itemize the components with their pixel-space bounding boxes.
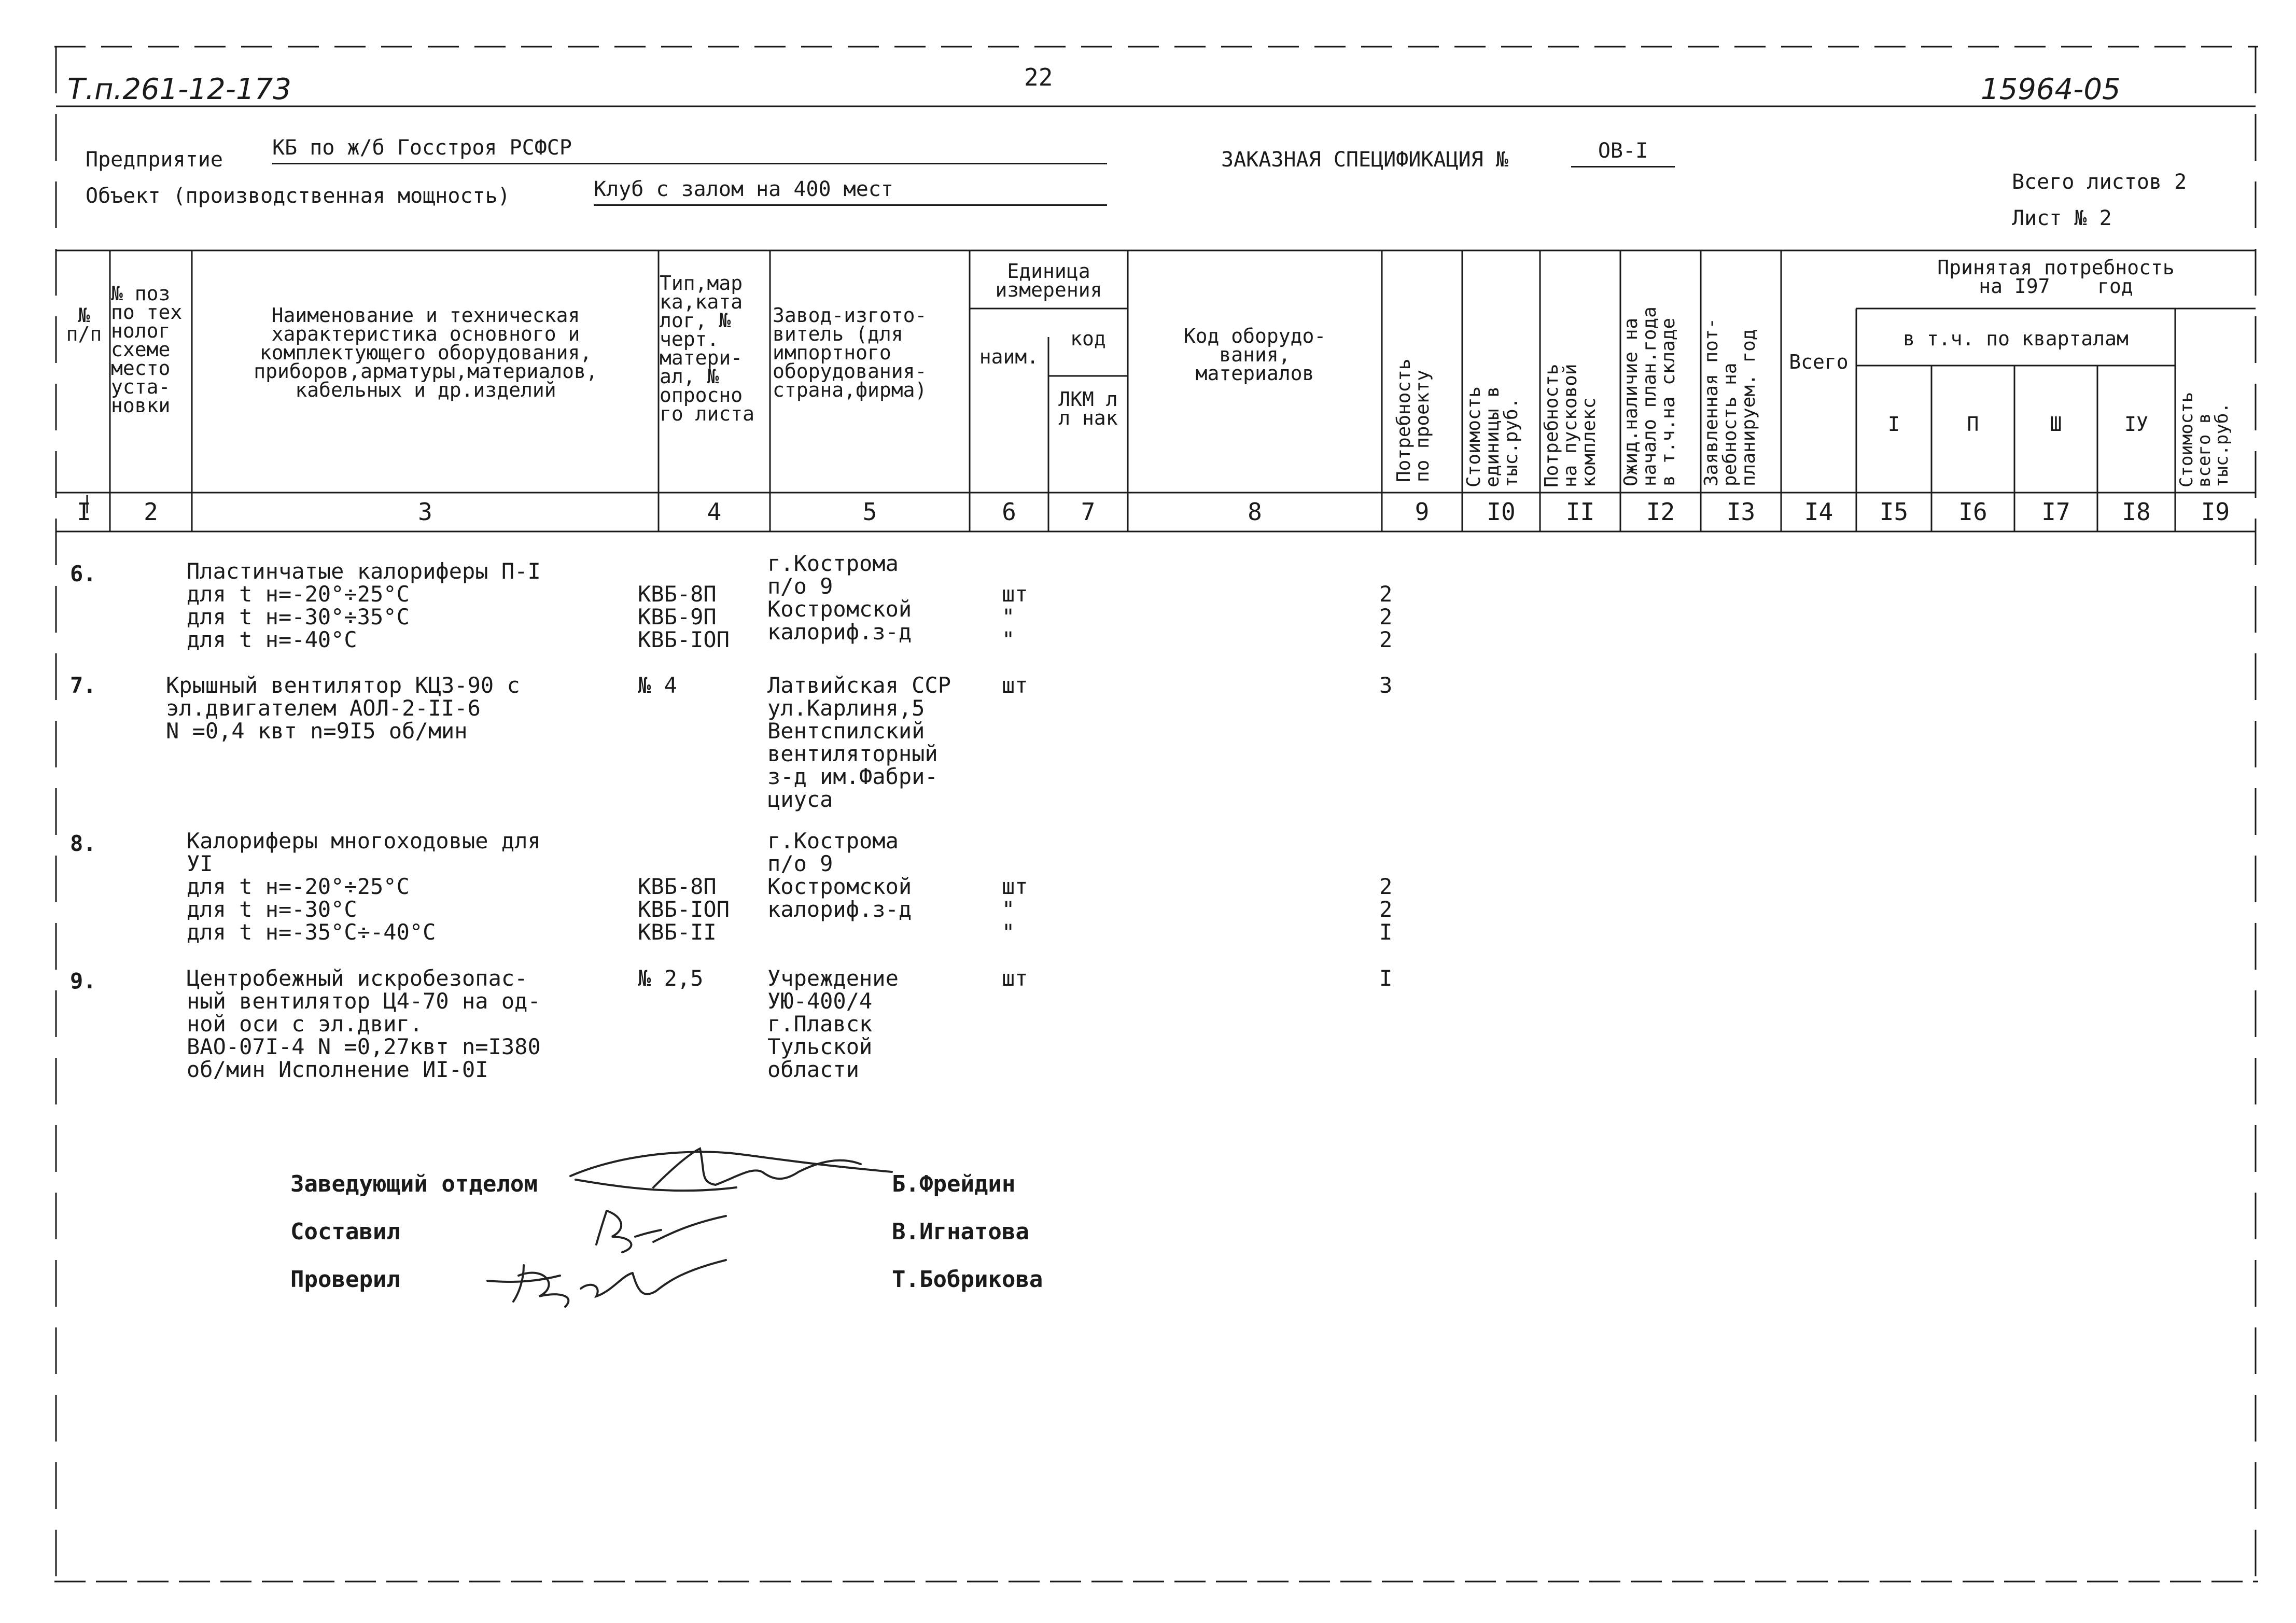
col-number: 7: [1081, 498, 1096, 526]
row-name: Пластинчатые калориферы П-I для t н=-20°÷25°С для t н=-30°÷35°С для t н=-40°С: [187, 558, 541, 652]
row-maker: г.Кострома п/о 9 Костромской калориф.з-д: [767, 551, 912, 645]
row-number: 8.: [70, 831, 96, 856]
col-number: I6: [1958, 498, 1987, 526]
col-number: 6: [1002, 498, 1016, 526]
col-number: I3: [1726, 498, 1756, 526]
checked-by-name: Т.Бобрикова: [892, 1266, 1043, 1293]
col-number: I0: [1487, 498, 1516, 526]
col-8-header: Код оборудо- вания, материалов: [1183, 325, 1326, 385]
q2-header: П: [1967, 413, 1979, 436]
col-4-header: Тип,мар ка,ката лог, № черт. матери- ал, № опросно го листа: [660, 272, 755, 425]
col-13-header: Заявленная пот- ребность на планируем. год: [1701, 317, 1759, 486]
col-14-header: Всего: [1789, 351, 1849, 373]
enterprise-label: Предприятие: [86, 148, 223, 172]
checked-by-label: Проверил: [290, 1266, 400, 1293]
col-number: I7: [2041, 498, 2070, 526]
row-qty: 2 2 I: [1379, 874, 1393, 945]
compiled-by-name: В.Игнатова: [892, 1219, 1029, 1245]
row-unit: шт " ": [1002, 874, 1028, 945]
row-qty: I: [1379, 966, 1393, 991]
head-of-department-name: Б.Фрейдин: [892, 1171, 1016, 1197]
col-number: 4: [707, 498, 722, 526]
row-unit: шт " ": [1002, 581, 1028, 652]
row-maker: г.Кострома п/о 9 Костромской калориф.з-д: [767, 828, 912, 922]
row-name: Центробежный искробезопас- ный вентилятор Ц4-70 на од- ной оси с эл.двиг. ВАО-07I-4 N =0,27квт n=I380 об/мин Исполнение ИI-0I: [187, 966, 541, 1082]
col-number: I4: [1804, 498, 1833, 526]
row-type: КВБ-8П КВБ-9П КВБ-IОП: [638, 581, 730, 652]
row-name: Калориферы многоходовые для УI для t н=-20°÷25°С для t н=-30°С для t н=-35°С÷-40°С: [187, 828, 541, 945]
col-2-header: № поз по тех нолог схеме место уста- новки: [111, 282, 183, 417]
row-number: 6.: [70, 561, 96, 586]
row-qty: 2 2 2: [1379, 581, 1393, 652]
row-unit: шт: [1002, 966, 1028, 991]
col-number: I9: [2201, 498, 2230, 526]
q4-header: IУ: [2124, 413, 2148, 436]
head-of-department-label: Заведующий отделом: [290, 1171, 538, 1197]
sheets-total: Всего листов 2: [2012, 170, 2187, 194]
col-3-header: Наименование и техническая характеристика основного и комплектующего оборудования, приборов,арматуры,материалов, кабельных и др.изделий: [254, 304, 598, 401]
col-number: I5: [1879, 498, 1909, 526]
col-number: 2: [144, 498, 158, 526]
row-number: 7.: [70, 673, 96, 698]
col-10-header: Стоимость единицы в тыс.руб.: [1463, 386, 1522, 487]
spec-label: ЗАКАЗНАЯ СПЕЦИФИКАЦИЯ №: [1221, 148, 1508, 172]
row-name: Крышный вентилятор КЦ3-90 с эл.двигателем АОЛ-2-II-6 N =0,4 квт n=9I5 об/мин: [166, 673, 520, 744]
spec-number: ОВ-I: [1571, 139, 1675, 167]
row-type: КВБ-8П КВБ-IОП КВБ-II: [638, 874, 730, 945]
col-number: 9: [1415, 498, 1430, 526]
col-7-header-top: код: [1070, 327, 1106, 350]
accepted-group-header: Принятая потребность на I97 год: [1937, 256, 2175, 298]
enterprise-value: КБ по ж/б Госстроя РСФСР: [272, 136, 1107, 164]
unit-group-header: Единица измерения: [995, 260, 1102, 301]
compiled-by-label: Составил: [290, 1219, 400, 1245]
col-number: I: [77, 498, 91, 526]
object-value: Клуб с залом на 400 мест: [594, 177, 1107, 206]
object-label: Объект (производственная мощность): [86, 184, 510, 208]
col-5-header: Завод-изгото- витель (для импортного оборудования- страна,фирма): [773, 304, 927, 401]
col-number: 5: [862, 498, 877, 526]
col-11-header: Потребность на пусковой комплекс: [1541, 363, 1600, 487]
row-unit: шт: [1002, 673, 1028, 698]
col-number: I8: [2122, 498, 2151, 526]
col-12-header: Ожид.наличие на начало план.года в т.ч.на складе: [1620, 306, 1679, 486]
row-maker: Латвийская ССР ул.Карлиня,5 Вентспилский вентиляторный з-д им.Фабри- циуса: [767, 673, 951, 812]
page-number: 22: [1024, 63, 1053, 91]
col-6-header: наим.: [979, 345, 1039, 368]
col-number: II: [1565, 498, 1595, 526]
q3-header: Ш: [2050, 413, 2062, 436]
quarters-group-header: в т.ч. по кварталам: [1903, 327, 2129, 350]
col-7-header-bottom: ЛКМ л л нак: [1058, 388, 1118, 429]
col-number: I2: [1646, 498, 1675, 526]
col-number: 3: [418, 498, 432, 526]
col-19-header: Стоимость всего в тыс.руб.: [2176, 391, 2232, 487]
sheet-number: Лист № 2: [2012, 206, 2112, 230]
row-qty: 3: [1379, 673, 1393, 698]
q1-header: I: [1888, 413, 1900, 436]
row-type: № 2,5: [638, 966, 704, 991]
col-9-header: Потребность по проекту: [1393, 358, 1433, 482]
row-type: № 4: [638, 673, 677, 698]
row-number: 9.: [70, 968, 96, 994]
col-number: 8: [1248, 498, 1262, 526]
doc-ref-right: 15964-05: [1981, 73, 2121, 106]
col-1-header: № п/п: [66, 304, 102, 345]
doc-ref-left: Т.п.261-12-173: [67, 73, 291, 106]
row-maker: Учреждение УЮ-400/4 г.Плавск Тульской области: [767, 966, 899, 1082]
